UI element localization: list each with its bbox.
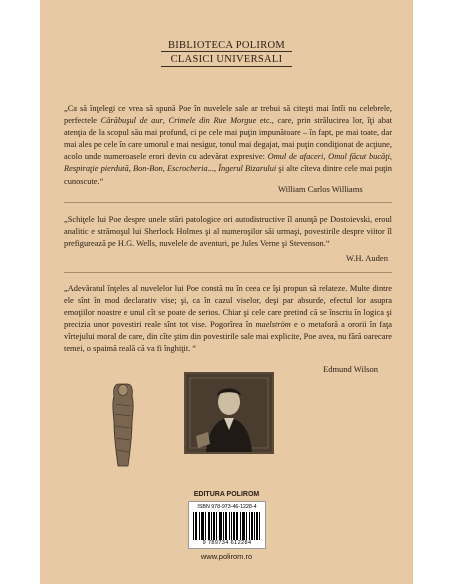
barcode-bar: [246, 512, 247, 540]
barcode-bar: [234, 512, 235, 540]
barcode-bar: [242, 512, 243, 540]
barcode-bar: [256, 512, 257, 540]
barcode-bar: [193, 512, 194, 540]
quote-text-segment: Cărăbuşul de aur: [100, 116, 163, 126]
barcode-bar: [223, 512, 224, 540]
quote-author-auden: W.H. Auden: [346, 253, 388, 263]
barcode-bar: [199, 512, 200, 540]
back-cover: [40, 0, 413, 584]
quote-text-segment: Escrocheria: [167, 164, 208, 174]
quote-text-segment: etc., care, prin strălucirea lor, îţi abat atenţia de la scopul său mai profund, ci pe cele mai puţin impunătoare – în fapt, pe mai toate, dar mai ales pe cele în care umorul e mai nesigur, tonul mai degajat, mai puţin condiţionat de acţiune, acolo unde numeroasele erori devin cu adevărat expresive:: [64, 116, 392, 162]
quote-text-segment: maelström: [255, 320, 291, 330]
barcode-bar: [249, 512, 250, 540]
quote-wilson: [64, 283, 392, 356]
mummy-illustration: [110, 382, 136, 468]
barcode-bar: [229, 512, 230, 540]
barcode-bar: [243, 512, 244, 540]
isbn-label: ISBN 978-973-46-1228-4: [197, 504, 257, 510]
quote-text-segment: ...,: [207, 164, 219, 174]
quote-text-segment: ,: [162, 116, 169, 126]
barcode-bar: [202, 512, 203, 540]
barcode-bar: [233, 512, 234, 540]
series-title: BIBLIOTECA POLIROM: [167, 40, 286, 51]
quote-author-wilson: Edmund Wilson: [323, 364, 378, 374]
quote-text-segment: Crimele din Rue Morgue: [168, 116, 257, 126]
barcode-bar: [244, 512, 245, 540]
barcode-bar: [240, 512, 241, 540]
barcode-bar: [254, 512, 255, 540]
barcode-bar: [251, 512, 252, 540]
barcode-bar: [226, 512, 227, 540]
quote-text-segment: Omul făcut bucăţi: [328, 152, 390, 162]
barcode-bar: [257, 512, 258, 540]
quote-text-segment: şi alte cîteva dintre cele mai puţin cunoscute.“: [64, 164, 392, 186]
barcode-bar: [214, 512, 215, 540]
quote-separator: [64, 272, 392, 273]
barcode-bar: [216, 512, 217, 540]
barcode-bar: [195, 512, 196, 540]
quote-text-segment: „Schiţele lui Poe despre unele stări patologice ori autodistructive îl anunţă pe Dostoievski, eroul analitic e strămoşul lui Sherlock Holmes şi al numeroşilor săi urmaşi, povestirile despre viitor îl prefigurează pe H.G. Wells, nuvelele de aventuri, pe Jules Verne şi Stevenson.“: [64, 215, 392, 249]
barcode-digits: 9 789734 612284: [202, 540, 252, 546]
barcode-bar: [259, 512, 260, 540]
quote-text-segment: „Adevăratul înţeles al nuvelelor lui Poe constă nu în ceea ce îşi propun să relateze. Multe dintre ele sînt în mod declarativ vise; şi, ca în cazul viselor, deşi par absurde, efectul lor asupra emoţiilor noastre e unul cît se poate de serios. Chiar şi cele care pretind că se înscriu în logica şi precizia unor povestiri reale sînt tot vise. Pogorîrea în: [64, 284, 392, 330]
barcode: [188, 501, 266, 549]
barcode-bar: [205, 512, 206, 540]
quote-author-williams: William Carlos Williams: [278, 184, 363, 194]
barcode-bar: [201, 512, 202, 540]
quote-text-segment: Bon-Bon: [132, 164, 163, 174]
barcode-bar: [219, 512, 220, 540]
quote-text-segment: e o metaforă a ororii în faţa vîrtejului moral de care, din cîte ştim din povestirile sale mai explicite, Poe avea, nu fără oarecare temei, o spaimă reală că va fi înghiţit. “: [64, 320, 392, 354]
quote-text-segment: ,: [162, 164, 168, 174]
poe-portrait-image: [184, 372, 274, 454]
series-divider-top: [161, 51, 292, 52]
quote-auden: [64, 214, 392, 250]
quote-text-segment: ,: [323, 152, 329, 162]
barcode-bar: [237, 512, 238, 540]
quote-separator: [64, 202, 392, 203]
barcode-bar: [231, 512, 232, 540]
barcode-bar: [252, 512, 253, 540]
barcode-bar: [203, 512, 204, 540]
quote-text-segment: Respiraţie pierdută: [64, 164, 129, 174]
barcode-bar: [221, 512, 222, 540]
barcode-bar: [225, 512, 226, 540]
barcode-bar: [208, 512, 209, 540]
quote-text-segment: Îngerul Bizarului: [218, 164, 277, 174]
quote-text-segment: Omul de afaceri: [267, 152, 324, 162]
barcode-bar: [220, 512, 221, 540]
quote-text-segment: „Ca să înţelegi ce vrea să spună Poe în nuvelele sale ar trebui să citeşti mai întîi nu celebrele, perfectele: [64, 104, 392, 126]
series-divider-bottom: [161, 66, 292, 67]
publisher-website: www.polirom.ro: [200, 552, 253, 561]
series-subtitle: CLASICI UNIVERSALI: [170, 54, 283, 65]
publisher-name: EDITURA POLIROM: [193, 491, 260, 498]
quote-williams: [64, 103, 392, 188]
barcode-bar: [209, 512, 210, 540]
barcode-bar: [236, 512, 237, 540]
barcode-bars: [193, 512, 261, 540]
barcode-bar: [211, 512, 212, 540]
quote-text-segment: ,: [128, 164, 133, 174]
barcode-bar: [196, 512, 197, 540]
barcode-bar: [213, 512, 214, 540]
quote-text-segment: ,: [389, 152, 392, 162]
